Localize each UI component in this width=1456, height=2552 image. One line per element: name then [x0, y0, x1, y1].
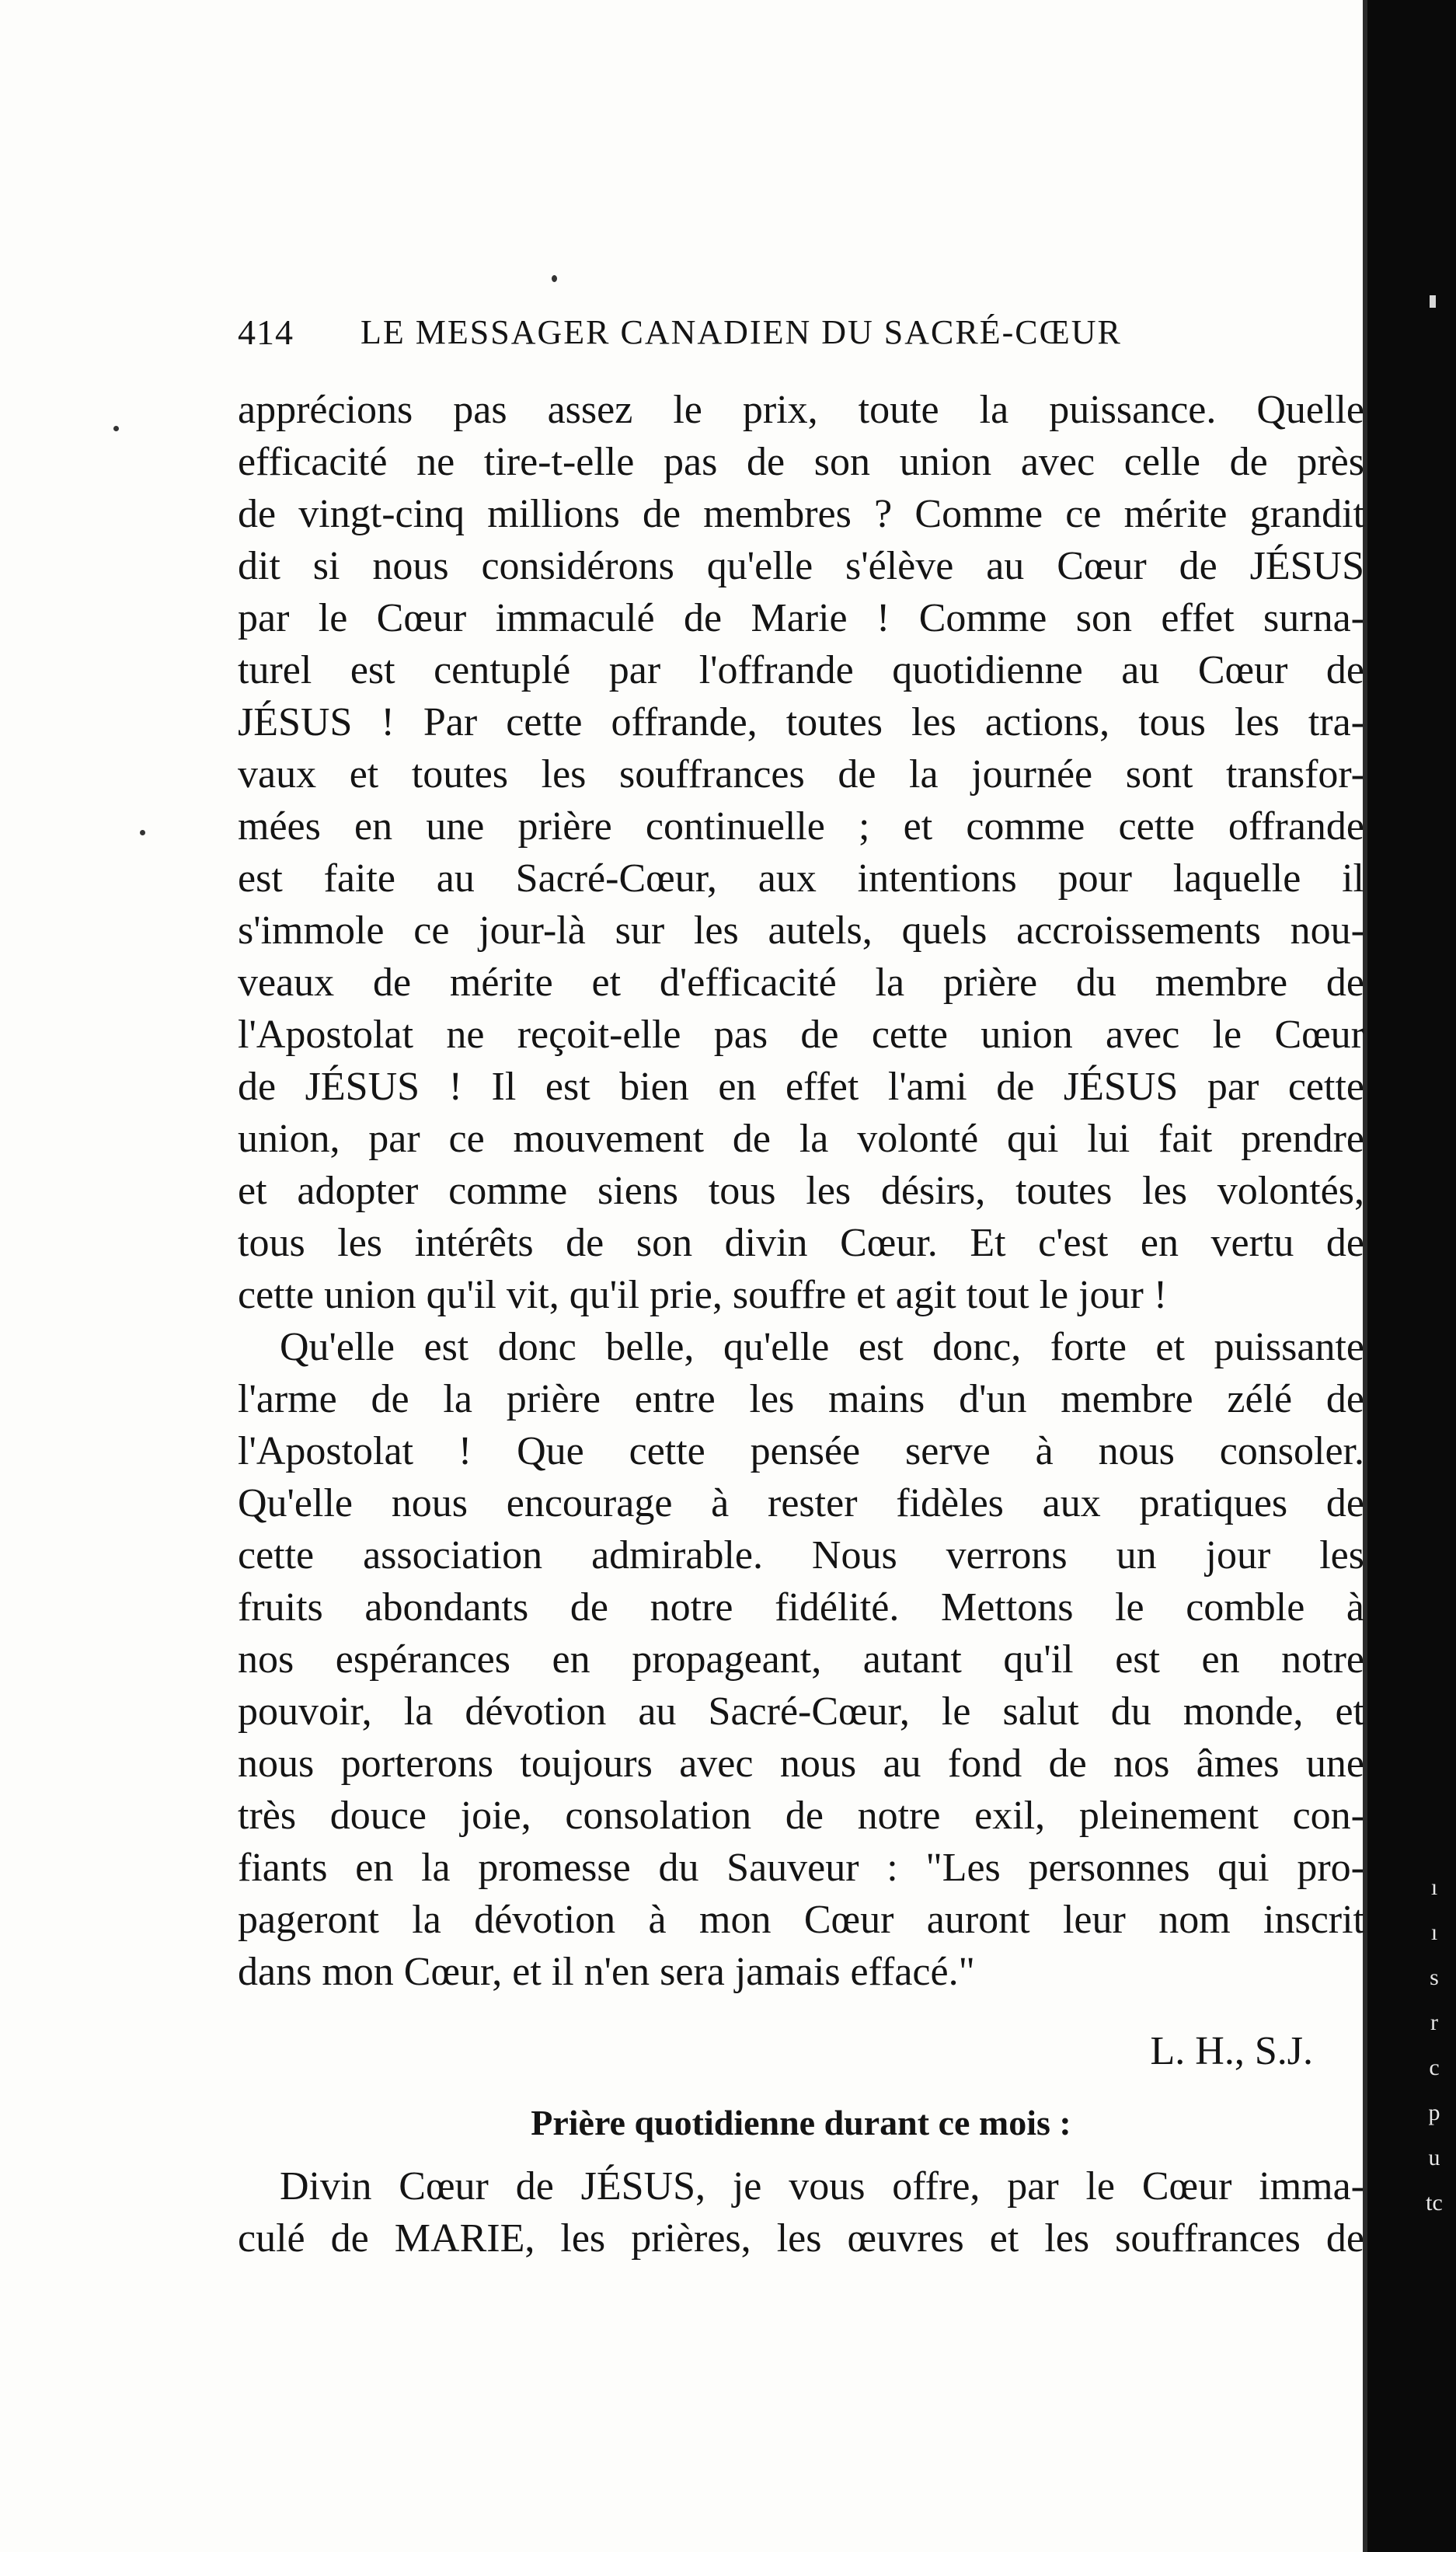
text-line: dit si nous considérons qu'elle s'élève au Cœur de JÉSUS [238, 544, 1364, 588]
prayer-heading: Prière quotidienne durant ce mois : [531, 2103, 1071, 2142]
text-line: veaux de mérite et d'efficacité la prière du membre de [238, 960, 1364, 1005]
spine-highlight [1430, 295, 1436, 308]
text-line: efficacité ne tire-t-elle pas de son union avec celle de près [238, 440, 1364, 484]
margin-glyph: p [1428, 2100, 1440, 2125]
text-line: JÉSUS ! Par cette offrande, toutes les actions, tous les tra- [238, 700, 1364, 744]
text-line: l'Apostolat ! Que cette pensée serve à nous consoler. [238, 1429, 1364, 1473]
text-line: fiants en la promesse du Sauveur : "Les personnes qui pro- [238, 1846, 1364, 1890]
margin-glyph: s [1430, 1965, 1439, 1990]
margin-glyph: ı [1430, 1874, 1438, 1900]
author-signature: L. H., S.J. [1150, 2029, 1313, 2073]
text-line: et adopter comme siens tous les désirs, toutes les volontés, [238, 1169, 1364, 1213]
text-line: Qu'elle nous encourage à rester fidèles aux pratiques de [238, 1481, 1364, 1525]
text-line: de vingt-cinq millions de membres ? Comme ce mérite grandit [238, 492, 1364, 536]
scan-speck [113, 426, 119, 431]
margin-glyph: ı [1430, 1919, 1438, 1945]
text-line: nous porterons toujours avec nous au fond de nos âmes une [238, 1741, 1364, 1786]
scan-speck [140, 830, 145, 835]
text-line: l'arme de la prière entre les mains d'un membre zélé de [238, 1377, 1364, 1421]
text-line: turel est centuplé par l'offrande quotidienne au Cœur de [238, 648, 1364, 692]
text-line: cette union qu'il vit, qu'il prie, souffre et agit tout le jour ! [238, 1273, 1168, 1317]
prayer-line: Divin Cœur de JÉSUS, je vous offre, par le Cœur imma- [280, 2164, 1364, 2209]
text-line: fruits abondants de notre fidélité. Mettons le comble à [238, 1585, 1364, 1630]
text-line: cette association admirable. Nous verrons un jour les [238, 1533, 1364, 1578]
running-title: LE MESSAGER CANADIEN DU SACRÉ-CŒUR [361, 312, 1122, 351]
text-line: est faite au Sacré-Cœur, aux intentions pour laquelle il [238, 856, 1364, 901]
scan-speck [552, 275, 557, 282]
text-line: tous les intérêts de son divin Cœur. Et c'est en vertu de [238, 1221, 1364, 1265]
margin-glyph: r [1430, 2010, 1438, 2035]
text-line: par le Cœur immaculé de Marie ! Comme son effet surna- [238, 596, 1364, 640]
text-line: l'Apostolat ne reçoit-elle pas de cette union avec le Cœur [238, 1013, 1364, 1057]
text-line: pageront la dévotion à mon Cœur auront leur nom inscrit [238, 1898, 1364, 1942]
text-line: nos espérances en propageant, autant qu'il est en notre [238, 1637, 1364, 1682]
body-text [238, 384, 1364, 1998]
text-line: s'immole ce jour-là sur les autels, quels accroissements nou- [238, 908, 1364, 953]
margin-glyph: u [1428, 2145, 1440, 2170]
text-line: mées en une prière continuelle ; et comme cette offrande [238, 804, 1364, 849]
margin-glyph: tc [1426, 2190, 1443, 2216]
running-header [238, 305, 1248, 359]
bleed-through-margin-text [1419, 1865, 1450, 2226]
text-line: de JÉSUS ! Il est bien en effet l'ami de JÉSUS par cette [238, 1065, 1364, 1109]
text-line: dans mon Cœur, et il n'en sera jamais effacé." [238, 1950, 975, 1994]
text-line: apprécions pas assez le prix, toute la puissance. Quelle [238, 388, 1364, 432]
text-line: vaux et toutes les souffrances de la journée sont transfor- [238, 752, 1364, 797]
paragraph-start-line: Qu'elle est donc belle, qu'elle est donc, forte et puissante [280, 1325, 1364, 1369]
text-line: très douce joie, consolation de notre exil, pleinement con- [238, 1794, 1364, 1838]
text-line: pouvoir, la dévotion au Sacré-Cœur, le salut du monde, et [238, 1689, 1364, 1734]
prayer-text [238, 2160, 1364, 2264]
text-line: union, par ce mouvement de la volonté qui lui fait prendre [238, 1117, 1364, 1161]
margin-glyph: c [1429, 2055, 1440, 2080]
page-number: 414 [238, 312, 294, 352]
prayer-line: culé de MARIE, les prières, les œuvres et les souffrances de [238, 2216, 1364, 2261]
